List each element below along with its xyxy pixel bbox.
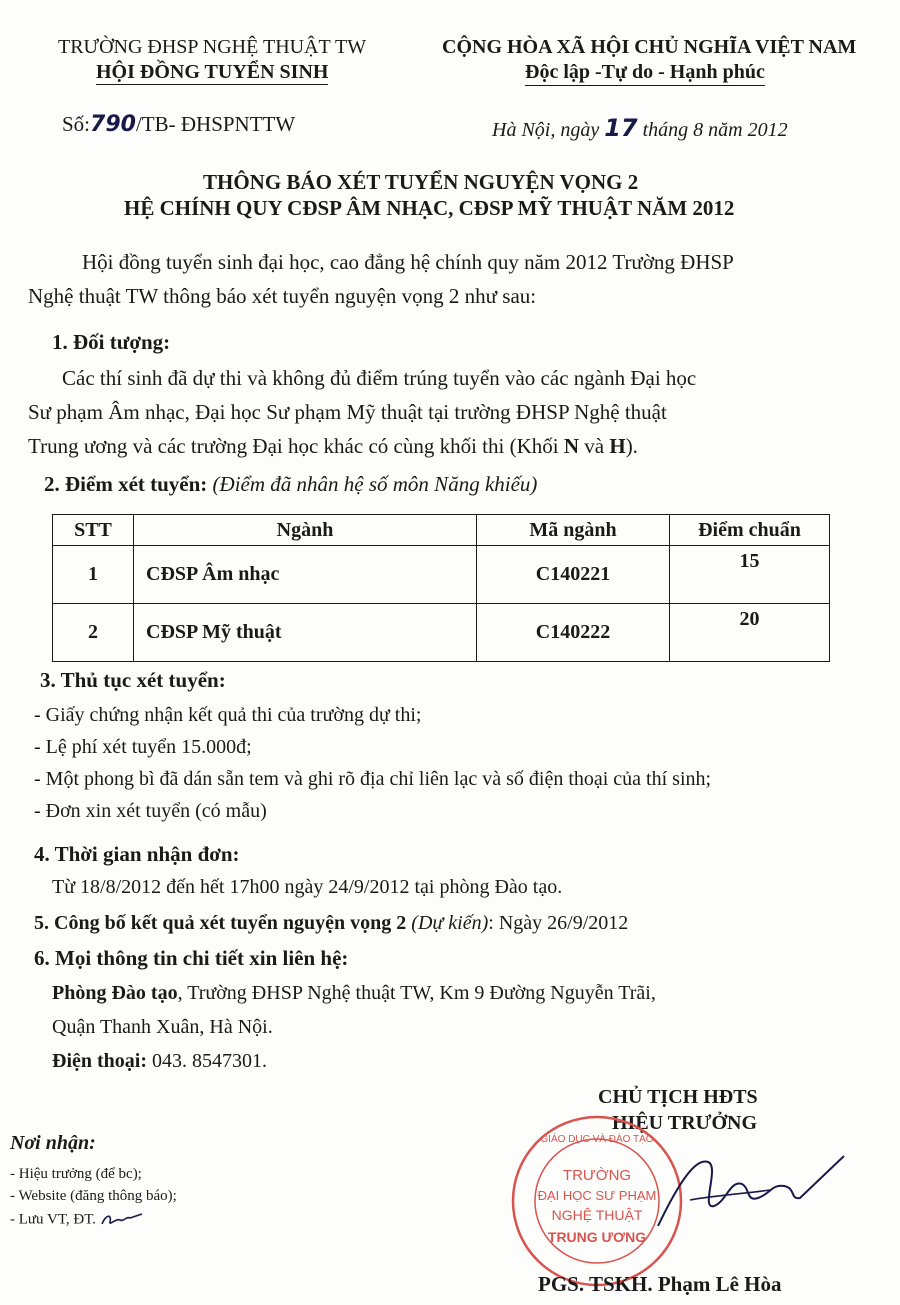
col-header-code: Mã ngành xyxy=(477,515,670,546)
intro-line2: Nghệ thuật TW thông báo xét tuyển nguyện vọng 2 như sau: xyxy=(28,284,537,308)
council-name: HỘI ĐỒNG TUYỂN SINH xyxy=(96,61,329,83)
signer-name: PGS. TSKH. Phạm Lê Hòa xyxy=(538,1272,782,1296)
section1-line1: Các thí sinh đã dự thi và không đủ điểm trúng tuyển vào các ngành Đại học xyxy=(62,366,697,390)
cell-code: C140222 xyxy=(477,604,670,662)
document-date xyxy=(492,114,788,142)
block-h: H xyxy=(609,434,626,458)
document-number-handwritten: 790 xyxy=(90,112,136,137)
section4-text: Từ 18/8/2012 đến hết 17h00 ngày 24/9/2012 tại phòng Đào tạo. xyxy=(52,876,563,898)
notice-title-line2: HỆ CHÍNH QUY CĐSP ÂM NHẠC, CĐSP MỸ THUẬT NĂM 2012 xyxy=(124,196,735,220)
list-item: - Hiệu trưởng (để bc); xyxy=(10,1166,142,1182)
recipient-archive: - Lưu VT, ĐT. xyxy=(10,1211,97,1228)
list-item: - Một phong bì đã dán sẵn tem và ghi rõ địa chỉ liên lạc và số điện thoại của thí sinh; xyxy=(34,768,712,790)
contact-phone xyxy=(52,1050,267,1073)
cell-stt: 2 xyxy=(53,604,134,662)
contact-line2: Quận Thanh Xuân, Hà Nội. xyxy=(52,1016,273,1038)
section3-heading: 3. Thủ tục xét tuyển: xyxy=(40,668,226,692)
table-row xyxy=(53,604,830,662)
table-row xyxy=(53,546,830,604)
section2-note: (Điểm đã nhân hệ số môn Năng khiếu) xyxy=(212,472,538,496)
cell-code: C140221 xyxy=(477,546,670,604)
stamp-line4: TRUNG ƯƠNG xyxy=(547,1229,647,1245)
cell-score: 20 xyxy=(670,604,830,662)
section5-heading: 5. Công bố kết quả xét tuyển nguyện vọng 2 xyxy=(34,912,407,934)
list-item: - Lệ phí xét tuyển 15.000đ; xyxy=(34,736,252,758)
phone-number: 043. 8547301. xyxy=(147,1050,267,1072)
col-header-major: Ngành xyxy=(134,515,477,546)
table-header-row xyxy=(53,515,830,546)
document-number-suffix: /TB- ĐHSPNTTW xyxy=(135,112,296,136)
stamp-ring-text: GIÁO DỤC VÀ ĐÀO TẠO xyxy=(540,1134,654,1145)
col-header-stt: STT xyxy=(53,515,134,546)
section1-line2: Sư phạm Âm nhạc, Đại học Sư phạm Mỹ thuật tại trường ĐHSP Nghệ thuật xyxy=(28,400,667,424)
section5-note: (Dự kiến) xyxy=(411,912,489,934)
cell-major: CĐSP Âm nhạc xyxy=(134,546,477,604)
contact-department: Phòng Đào tạo xyxy=(52,982,178,1004)
date-prefix: Hà Nội, ngày xyxy=(492,119,600,141)
national-title: CỘNG HÒA XÃ HỘI CHỦ NGHĨA VIỆT NAM xyxy=(442,36,857,58)
section1-line3-and: và xyxy=(579,434,610,458)
intro-line1: Hội đồng tuyển sinh đại học, cao đẳng hệ chính quy năm 2012 Trường ĐHSP xyxy=(82,250,734,274)
list-item: - Đơn xin xét tuyển (có mẫu) xyxy=(34,800,267,822)
recipients-heading: Nơi nhận: xyxy=(10,1132,96,1154)
national-motto: Độc lập -Tự do - Hạnh phúc xyxy=(525,61,765,86)
contact-line1 xyxy=(52,982,656,1005)
document-number xyxy=(62,112,295,137)
signature-scribble xyxy=(650,1140,850,1240)
section6-heading: 6. Mọi thông tin chi tiết xin liên hệ: xyxy=(34,946,349,970)
list-item xyxy=(10,1210,144,1230)
section1-line3-end: ). xyxy=(625,434,638,458)
date-day-handwritten: 17 xyxy=(604,114,638,142)
date-suffix: tháng 8 năm 2012 xyxy=(642,119,788,141)
stamp-line2: ĐẠI HỌC SƯ PHẠM xyxy=(537,1188,657,1203)
notice-title-line1: THÔNG BÁO XÉT TUYỂN NGUYỆN VỌNG 2 xyxy=(203,170,639,194)
list-item: - Giấy chứng nhận kết quả thi của trường dự thi; xyxy=(34,704,422,726)
block-n: N xyxy=(563,434,580,458)
scores-table xyxy=(52,514,830,662)
section2-heading-row xyxy=(44,472,537,497)
section5-date: : Ngày 26/9/2012 xyxy=(488,912,629,934)
section1-line3 xyxy=(28,434,638,459)
section1-line3-text: Trung ương và các trường Đại học khác có cùng khối thi (Khối xyxy=(28,434,564,458)
cell-major: CĐSP Mỹ thuật xyxy=(134,604,477,662)
list-item: - Website (đăng thông báo); xyxy=(10,1188,177,1204)
school-name: TRƯỜNG ĐHSP NGHỆ THUẬT TW xyxy=(58,36,367,58)
stamp-line1: TRƯỜNG xyxy=(562,1167,632,1184)
signer-title-2: HIỆU TRƯỞNG xyxy=(612,1112,758,1134)
col-header-score: Điểm chuẩn xyxy=(670,515,830,546)
section1-heading: 1. Đối tượng: xyxy=(52,330,171,354)
section2-heading: 2. Điểm xét tuyển: xyxy=(44,472,208,496)
contact-address: , Trường ĐHSP Nghệ thuật TW, Km 9 Đường Nguyễn Trãi, xyxy=(177,982,656,1004)
section5-row xyxy=(34,912,628,935)
stamp-line3: NGHỆ THUẬT xyxy=(551,1207,643,1223)
signer-title-1: CHỦ TỊCH HĐTS xyxy=(598,1086,758,1108)
section4-heading: 4. Thời gian nhận đơn: xyxy=(34,842,240,866)
cell-score: 15 xyxy=(670,546,830,604)
phone-label: Điện thoại: xyxy=(52,1050,147,1072)
document-number-prefix: Số: xyxy=(62,112,91,136)
initials-scribble xyxy=(100,1210,144,1230)
cell-stt: 1 xyxy=(53,546,134,604)
